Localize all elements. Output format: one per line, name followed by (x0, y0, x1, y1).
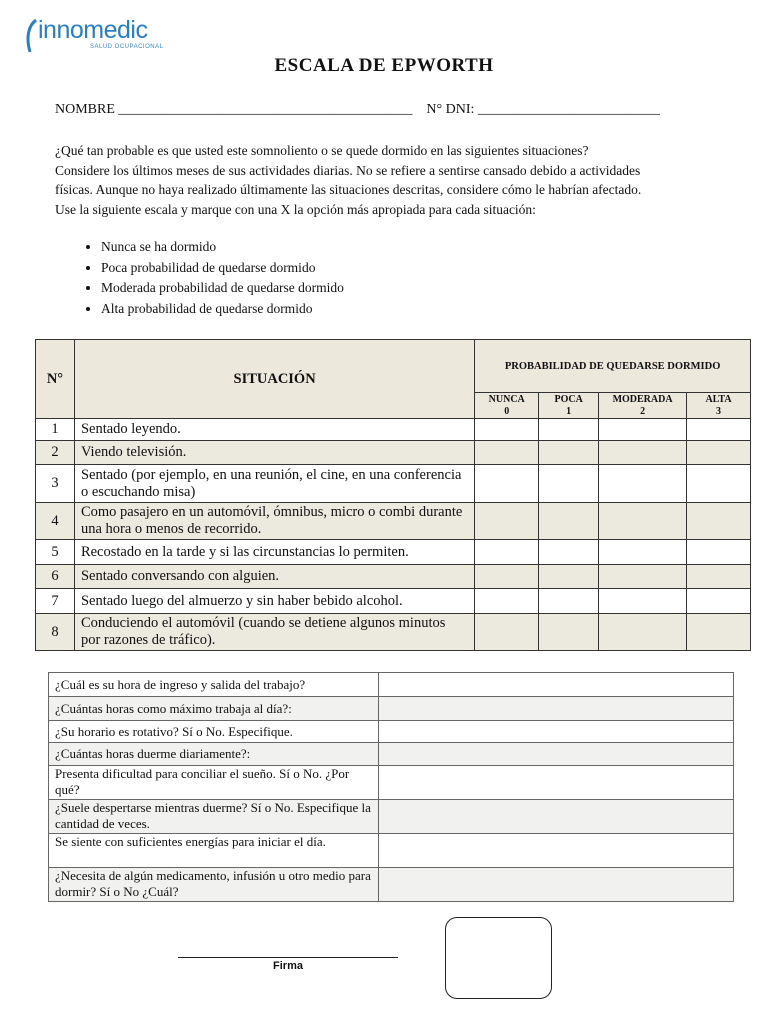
question-text: ¿Necesita de algún medicamento, infusión u otro medio para dormir? Sí o No ¿Cuál? (49, 868, 379, 902)
answer-field[interactable] (379, 673, 734, 697)
question-text: Presenta dificultad para conciliar el sueño. Sí o No. ¿Por qué? (49, 766, 379, 800)
question-row (49, 673, 734, 697)
scale-option: • Nunca se ha dormido (101, 237, 344, 258)
answer-cell[interactable] (687, 503, 751, 540)
instruction-line: físicas. Aunque no haya realizado últimamente las situaciones descritas, considere cómo le habrían afectado. (55, 182, 642, 197)
answer-field[interactable] (379, 834, 734, 868)
col-header-probability: PROBABILIDAD DE QUEDARSE DORMIDO (475, 340, 751, 393)
row-number: 1 (36, 419, 75, 441)
answer-cell[interactable] (599, 441, 687, 465)
page-title: ESCALA DE EPWORTH (274, 55, 494, 76)
question-row (49, 834, 734, 868)
question-row (49, 868, 734, 902)
question-row (49, 697, 734, 721)
question-text: ¿Cuántas horas como máximo trabaja al día?: (49, 697, 379, 721)
question-text: Se siente con suficientes energías para iniciar el día. (49, 834, 379, 868)
row-number: 7 (36, 589, 75, 614)
level-header-nunca: NUNCA 0 (475, 393, 539, 419)
row-situation: Como pasajero en un automóvil, ómnibus, micro o combi durante una hora o menos de recorrido. (74, 503, 474, 540)
answer-cell[interactable] (687, 589, 751, 614)
logo-name: innomedic (38, 16, 148, 44)
table-row (36, 441, 751, 465)
level-header-moderada: MODERADA 2 (599, 393, 687, 419)
answer-cell[interactable] (687, 540, 751, 565)
row-situation: Sentado conversando con alguien. (74, 565, 474, 589)
answer-field[interactable] (379, 868, 734, 902)
col-header-number: N° (36, 340, 75, 419)
row-situation: Recostado en la tarde y si las circunstancias lo permiten. (74, 540, 474, 565)
instruction-line: ¿Qué tan probable es que usted este somnoliento o se quede dormido en las siguientes situaciones? (55, 143, 589, 158)
level-header-alta: ALTA 3 (687, 393, 751, 419)
row-number: 8 (36, 614, 75, 651)
table-row (36, 589, 751, 614)
answer-cell[interactable] (599, 465, 687, 503)
answer-cell[interactable] (539, 465, 599, 503)
signature-label: Firma (273, 960, 303, 972)
epworth-table (35, 339, 751, 651)
answer-cell[interactable] (475, 540, 539, 565)
logo-tagline: SALUD OCUPACIONAL (90, 44, 164, 50)
question-row (49, 800, 734, 834)
scale-option: • Poca probabilidad de quedarse dormido (101, 258, 344, 279)
scale-option: • Moderada probabilidad de quedarse dormido (101, 278, 344, 299)
row-situation: Sentado luego del almuerzo y sin haber bebido alcohol. (74, 589, 474, 614)
answer-cell[interactable] (475, 419, 539, 441)
row-number: 2 (36, 441, 75, 465)
row-number: 4 (36, 503, 75, 540)
answer-cell[interactable] (475, 614, 539, 651)
answer-field[interactable] (379, 766, 734, 800)
answer-field[interactable] (379, 800, 734, 834)
answer-cell[interactable] (539, 540, 599, 565)
answer-cell[interactable] (687, 465, 751, 503)
dni-field[interactable]: N° DNI: __________________________ (426, 102, 660, 117)
answer-cell[interactable] (599, 419, 687, 441)
answer-cell[interactable] (599, 589, 687, 614)
answer-cell[interactable] (687, 441, 751, 465)
table-row (36, 465, 751, 503)
question-row (49, 766, 734, 800)
answer-cell[interactable] (539, 589, 599, 614)
answer-cell[interactable] (599, 614, 687, 651)
scale-option: • Alta probabilidad de quedarse dormido (101, 299, 344, 320)
answer-cell[interactable] (475, 441, 539, 465)
row-number: 6 (36, 565, 75, 589)
answer-cell[interactable] (687, 419, 751, 441)
company-logo (24, 16, 164, 56)
question-text: ¿Cuál es su hora de ingreso y salida del trabajo? (49, 673, 379, 697)
answer-cell[interactable] (687, 565, 751, 589)
question-text: ¿Su horario es rotativo? Sí o No. Especifique. (49, 721, 379, 743)
question-text: ¿Cuántas horas duerme diariamente?: (49, 743, 379, 766)
answer-cell[interactable] (599, 540, 687, 565)
table-row (36, 614, 751, 651)
signature-line[interactable] (178, 957, 398, 958)
identification-line (55, 102, 660, 118)
table-row (36, 503, 751, 540)
question-row (49, 743, 734, 766)
answer-cell[interactable] (475, 503, 539, 540)
answer-cell[interactable] (539, 503, 599, 540)
question-text: ¿Suele despertarse mientras duerme? Sí o No. Especifique la cantidad de veces. (49, 800, 379, 834)
answer-cell[interactable] (539, 614, 599, 651)
col-header-situation: SITUACIÓN (74, 340, 474, 419)
answer-cell[interactable] (599, 503, 687, 540)
instruction-line: Use la siguiente escala y marque con una X la opción más apropiada para cada situación: (55, 201, 536, 217)
instructions (55, 141, 745, 219)
answer-field[interactable] (379, 721, 734, 743)
level-header-poca: POCA 1 (539, 393, 599, 419)
row-situation: Viendo televisión. (74, 441, 474, 465)
row-number: 5 (36, 540, 75, 565)
answer-cell[interactable] (599, 565, 687, 589)
answer-cell[interactable] (539, 565, 599, 589)
answer-cell[interactable] (475, 589, 539, 614)
table-row (36, 565, 751, 589)
row-situation: Conduciendo el automóvil (cuando se detiene algunos minutos por razones de tráfico). (74, 614, 474, 651)
answer-cell[interactable] (539, 419, 599, 441)
table-row (36, 540, 751, 565)
fingerprint-box[interactable] (445, 917, 552, 999)
instruction-line: Considere los últimos meses de sus actividades diarias. No se refiere a sentirse cansado debido a actividades (55, 162, 641, 178)
row-situation: Sentado (por ejemplo, en una reunión, el cine, en una conferencia o escuchando misa) (74, 465, 474, 503)
scale-options-list (55, 237, 344, 319)
table-row (36, 419, 751, 441)
answer-cell[interactable] (475, 565, 539, 589)
question-row (49, 721, 734, 743)
answer-cell[interactable] (687, 614, 751, 651)
questions-table (48, 672, 734, 902)
row-situation: Sentado leyendo. (74, 419, 474, 441)
answer-field[interactable] (379, 743, 734, 766)
answer-cell[interactable] (475, 465, 539, 503)
answer-cell[interactable] (539, 441, 599, 465)
answer-field[interactable] (379, 697, 734, 721)
name-field[interactable]: NOMBRE __________________________________________ (55, 102, 413, 117)
row-number: 3 (36, 465, 75, 503)
